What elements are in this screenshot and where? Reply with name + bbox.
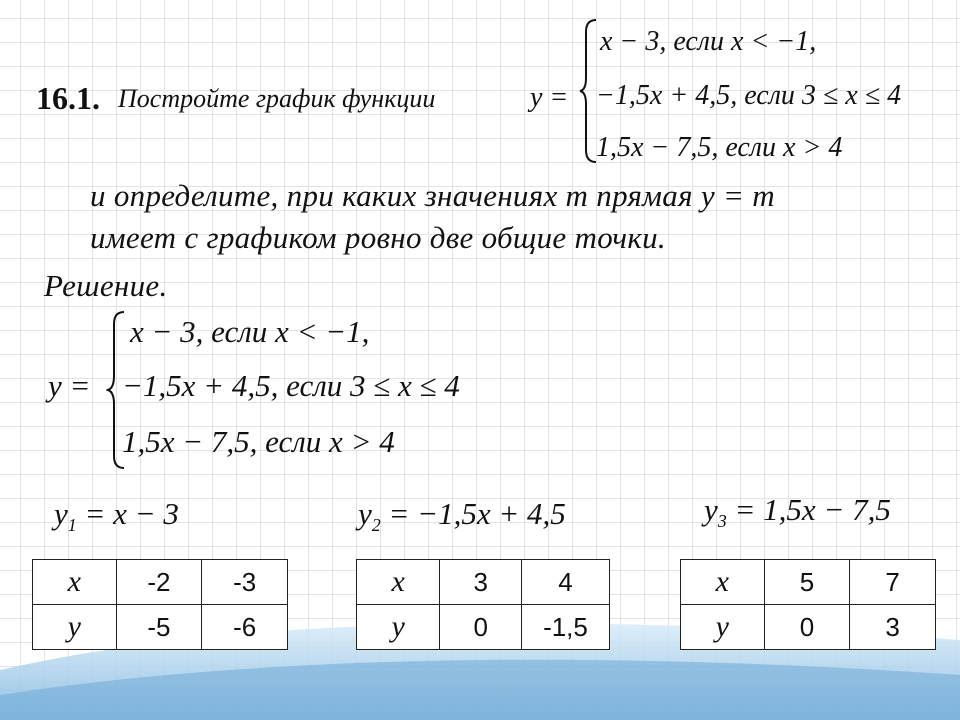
problem-case-2: −1,5x + 4,5, если 3 ≤ x ≤ 4 — [596, 80, 902, 111]
table-row — [33, 560, 288, 605]
table-row — [357, 605, 610, 650]
solution-y-label: y = — [48, 368, 91, 403]
table-cell: 5 — [764, 560, 850, 605]
table-cell: x — [681, 560, 765, 605]
table-cell: x — [33, 560, 117, 605]
table-row — [681, 605, 936, 650]
table-cell: 0 — [764, 605, 850, 650]
function-y1: $y_1 = x - 3$ — [54, 496, 179, 536]
table-row — [33, 605, 288, 650]
table-cell: 3 — [850, 605, 936, 650]
solution-title: Решение. — [44, 268, 168, 303]
function-y3: $y_3 = 1,5x - 7,5$ — [704, 492, 891, 532]
table-cell: x — [357, 560, 440, 605]
problem-line-2: имеет с графиком ровно две общие точки. — [90, 220, 666, 255]
table-cell: -6 — [202, 605, 288, 650]
problem-line-1: и определите, при каких значениях m прямая y = m — [90, 178, 775, 213]
solution-case-1: x − 3, если x < −1, — [130, 314, 370, 349]
table-cell: 7 — [850, 560, 936, 605]
table-cell: 0 — [440, 605, 522, 650]
solution-case-2: −1,5x + 4,5, если 3 ≤ x ≤ 4 — [122, 368, 460, 403]
table-cell: y — [33, 605, 117, 650]
table-cell: 4 — [521, 560, 609, 605]
problem-y-label: y = — [530, 82, 569, 113]
table-cell: -1,5 — [521, 605, 609, 650]
table-cell: -5 — [116, 605, 202, 650]
solution-case-3: 1,5x − 7,5, если x > 4 — [122, 424, 395, 459]
table-y1 — [32, 559, 288, 650]
table-row — [357, 560, 610, 605]
function-y2: $y_2 = -1,5x + 4,5$ — [358, 496, 566, 536]
table-y2 — [356, 559, 610, 650]
table-cell: y — [681, 605, 765, 650]
table-cell: 3 — [440, 560, 522, 605]
table-cell: -2 — [116, 560, 202, 605]
problem-case-1: x − 3, если x < −1, — [600, 26, 817, 57]
table-cell: y — [357, 605, 440, 650]
table-row — [681, 560, 936, 605]
table-cell: -3 — [202, 560, 288, 605]
problem-prompt: Постройте график функции — [118, 84, 436, 113]
table-y3 — [680, 559, 936, 650]
problem-case-3: 1,5x − 7,5, если x > 4 — [596, 132, 843, 163]
problem-number: 16.1. — [36, 80, 100, 116]
